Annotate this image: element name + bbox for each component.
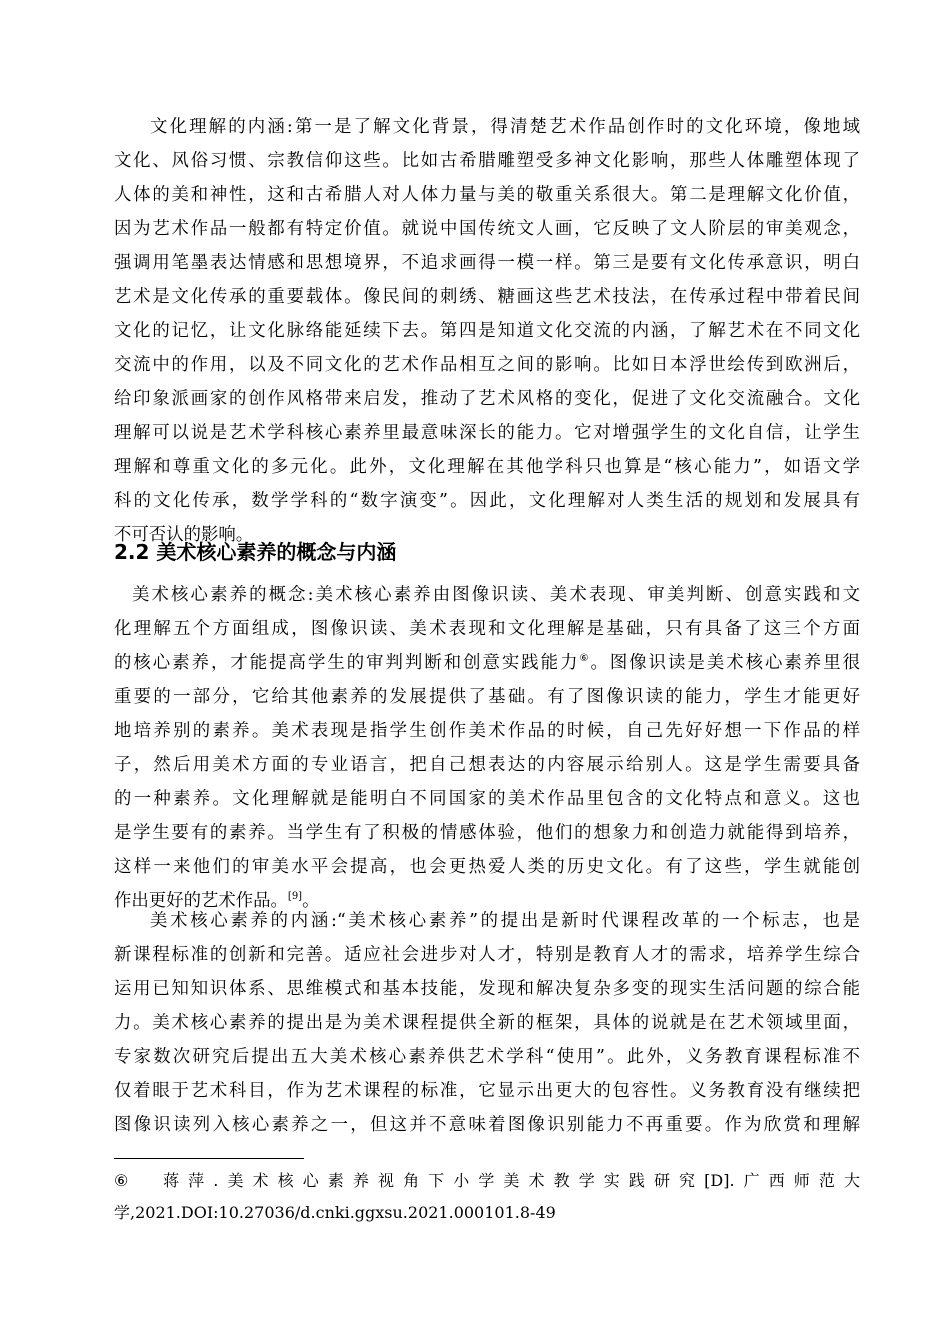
text-line: 艺术是文化传承的重要载体。像民间的刺绣、糖画这些艺术技法，在传承过程中带着民间 — [114, 287, 860, 307]
text-line: 力。美术核心素养的提出是为美术课程提供全新的框架，具体的说就是在艺术领域里面， — [114, 1013, 860, 1033]
text-line: 给印象派画家的创作风格带来启发，推动了艺术风格的变化，促进了文化交流融合。文化 — [114, 389, 860, 409]
footnote-reference[interactable]: ⑥ — [579, 653, 591, 665]
text-line: 理解和尊重文化的多元化。此外，文化理解在其他学科只也算是“核心能力”，如语文学 — [114, 457, 860, 477]
text-line: 地培养别的素养。美术表现是指学生创作美术作品的时候，自己先好好想一下作品的样 — [114, 721, 860, 741]
text-line: 重要的一部分，它给其他素养的发展提供了基础。有了图像识读的能力，学生才能更好 — [114, 687, 860, 707]
footnote-line — [114, 1166, 860, 1196]
section-heading: 2.2 美术核心素养的概念与内涵 — [114, 540, 397, 564]
text-line: 美术核心素养的内涵:“美术核心素养”的提出是新时代课程改革的一个标志，也是 — [150, 911, 860, 931]
text-line: 运用已知知识体系、思维模式和基本技能，发现和解决复杂多变的现实生活问题的综合能 — [114, 979, 860, 999]
citation-reference[interactable]: [9] — [287, 891, 303, 903]
text-line: 文化、风俗习惯、宗教信仰这些。比如古希腊雕塑受多神文化影响，那些人体雕塑体现了 — [114, 151, 860, 171]
text-line: 交流中的作用，以及不同文化的艺术作品相互之间的影响。比如日本浮世绘传到欧洲后， — [114, 355, 860, 375]
text-line: 这样一来他们的审美水平会提高，也会更热爱人类的历史文化。有了这些，学生就能创 — [114, 857, 860, 877]
text-line: 的一种素养。文化理解就是能明白不同国家的美术作品里包含的文化特点和意义。这也 — [114, 789, 860, 809]
text-segment: 。图像识读是美术核心素养里很 — [590, 653, 860, 673]
text-line: 理解可以说是艺术学科核心素养里最意味深长的能力。它对增强学生的文化自信，让学生 — [114, 423, 860, 443]
text-line: 因为艺术作品一般都有特定价值。就说中国传统文人画，它反映了文人阶层的审美观念， — [114, 219, 860, 239]
text-segment: 作出更好的艺术作品。 — [114, 891, 288, 911]
text-line: 美术核心素养的概念:美术核心素养由图像识读、美术表现、审美判断、创意实践和文 — [132, 585, 860, 605]
footnote-text: 蒋萍.美术核心素养视角下小学美术教学实践研究[D].广西师范大 — [154, 1171, 860, 1190]
footnote-marker: ⑥ — [114, 1171, 129, 1190]
text-line: 文化的记忆，让文化脉络能延续下去。第四是知道文化交流的内涵，了解艺术在不同文化 — [114, 321, 860, 341]
text-line: 仅着眼于艺术科目，作为艺术课程的标准，它显示出更大的包容性。义务教育没有继续把 — [114, 1081, 860, 1101]
text-line: 人体的美和神性，这和古希腊人对人体力量与美的敬重关系很大。第二是理解文化价值， — [114, 185, 860, 205]
text-line: 子，然后用美术方面的专业语言，把自己想表达的内容展示给别人。这是学生需要具备 — [114, 755, 860, 775]
text-line: 图像识读列入核心素养之一，但这并不意味着图像识别能力不再重要。作为欣赏和理解 — [114, 1115, 860, 1135]
text-line: 科的文化传承，数学学科的“数字演变”。因此，文化理解对人类生活的规划和发展具有 — [114, 491, 860, 511]
footnote-divider — [114, 1158, 304, 1159]
footnote-line: 学,2021.DOI:10.27036/d.cnki.ggxsu.2021.000101.8-49 — [114, 1203, 556, 1222]
text-segment: 。 — [302, 891, 320, 911]
text-line-with-footnote — [114, 646, 860, 680]
text-line: 是学生要有的素养。当学生有了积极的情感体验，他们的想象力和创造力就能得到培养， — [114, 823, 860, 843]
text-line: 不可否认的影响。 — [114, 525, 254, 545]
text-line: 文化理解的内涵:第一是了解文化背景，得清楚艺术作品创作时的文化环境，像地域 — [150, 117, 860, 137]
text-line: 化理解五个方面组成，图像识读、美术表现和文化理解是基础，只有具备了这三个方面 — [114, 619, 860, 639]
text-segment: 的核心素养，才能提高学生的审判判断和创意实践能力 — [114, 653, 580, 673]
text-line: 专家数次研究后提出五大美术核心素养供艺术学科“使用”。此外，义务教育课程标准不 — [114, 1047, 860, 1067]
text-line: 新课程标准的创新和完善。适应社会进步对人才，特别是教育人才的需求，培养学生综合 — [114, 945, 860, 965]
text-line: 强调用笔墨表达情感和思想境界，不追求画得一模一样。第三是要有文化传承意识，明白 — [114, 253, 860, 273]
